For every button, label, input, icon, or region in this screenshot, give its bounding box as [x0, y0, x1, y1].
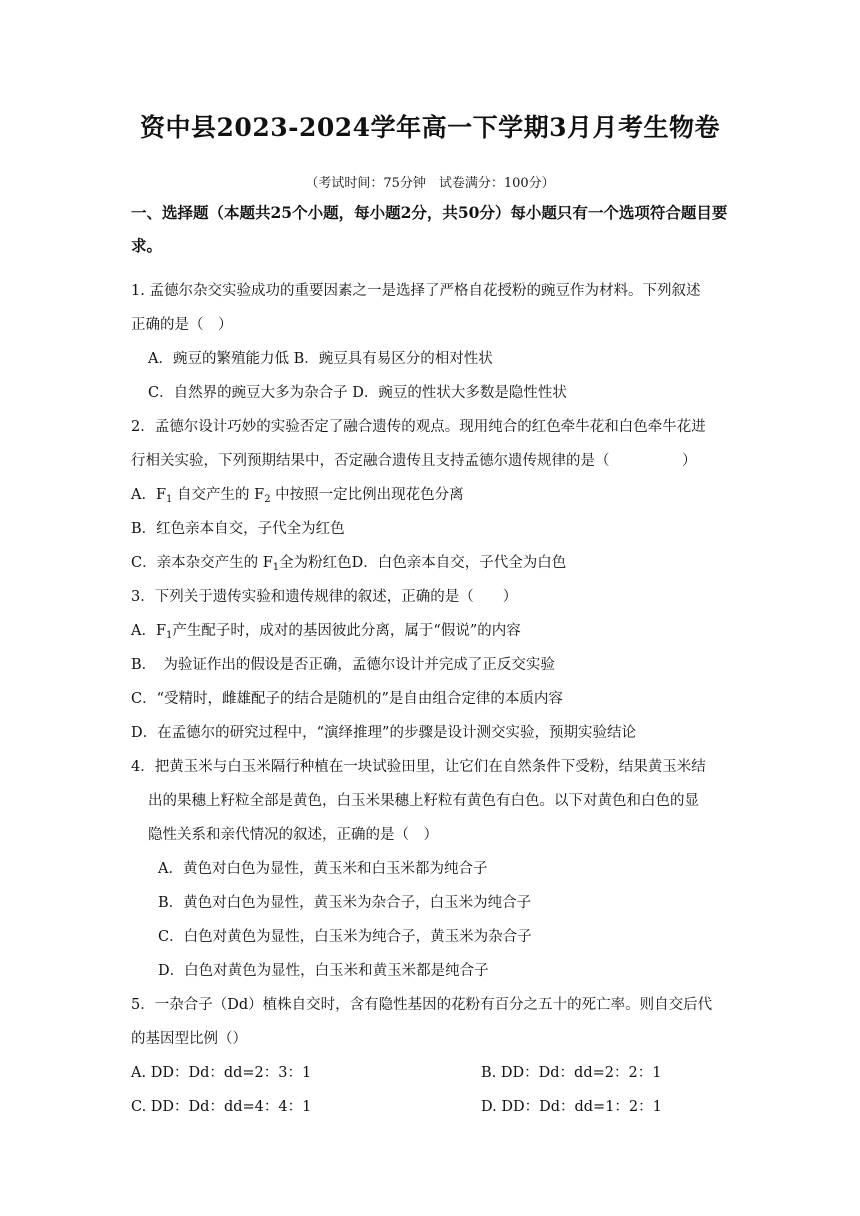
q2-cd-sub: 1	[272, 562, 280, 573]
q2-a-sub2: 2	[264, 494, 271, 505]
q1-options-ab: A．豌豆的繁殖能力低 B．豌豆具有易区分的相对性状	[148, 351, 493, 367]
q4-option-c: C．白色对黄色为显性，白玉米为纯合子，黄玉米为杂合子	[158, 929, 532, 945]
q4-option-b: B．黄色对白色为显性，黄玉米为杂合子，白玉米为纯合子	[158, 895, 532, 911]
q2-a-sub1: 1	[166, 494, 173, 505]
q2-stem-line1: 2．孟德尔设计巧妙的实验否定了融合遗传的观点。现用纯合的红色牵牛花和白色牵牛花进	[131, 419, 706, 435]
q3-option-a	[131, 619, 521, 641]
q3-option-b: B． 为验证作出的假设是否正确，孟德尔设计并完成了正反交实验	[131, 657, 555, 673]
q5-option-b: B. DD：Dd：dd=2：2：1	[481, 1065, 662, 1081]
q2-cd-text2: 全为粉红色D．白色亲本自交，子代全为白色	[279, 555, 567, 571]
q3-a-sub: 1	[166, 630, 173, 641]
q3-option-d: D．在孟德尔的研究过程中，“演绎推理”的步骤是设计测交实验，预期实验结论	[131, 725, 636, 741]
q1-options-cd: C．自然界的豌豆大多为杂合子 D．豌豆的性状大多数是隐性性状	[148, 385, 567, 401]
q2-a-text3: 中按照一定比例出现花色分离	[270, 487, 464, 503]
section-heading: 一、选择题（本题共25个小题，每小题2分，共50分）每小题只有一个选项符合题目要求。	[131, 203, 728, 255]
q5-stem-line1: 5．一杂合子（Dd）植株自交时，含有隐性基因的花粉有百分之五十的死亡率。则自交后代	[131, 997, 713, 1013]
q2-a-text1: A．F	[131, 487, 167, 503]
q2-option-b: B．红色亲本自交，子代全为红色	[131, 521, 345, 537]
q2-options-cd	[131, 551, 566, 573]
q4-stem-line3: 隐性关系和亲代情况的叙述，正确的是（ ）	[148, 827, 438, 843]
q3-a-text2: 产生配子时，成对的基因彼此分离，属于“假说”的内容	[172, 623, 521, 639]
q5-option-c: C. DD：Dd：dd=4：4：1	[131, 1099, 312, 1115]
q5-option-a: A. DD：Dd：dd=2：3：1	[131, 1065, 312, 1081]
q3-stem: 3．下列关于遗传实验和遗传规律的叙述，正确的是（ ）	[131, 589, 518, 605]
q2-a-text2: 自交产生的 F	[172, 487, 265, 503]
q3-option-c: C．“受精时，雌雄配子的结合是随机的”是自由组合定律的本质内容	[131, 691, 563, 707]
q4-option-a: A．黄色对白色为显性，黄玉米和白玉米都为纯合子	[158, 861, 488, 877]
page-title: 资中县2023-2024学年高一下学期3月月考生物卷	[140, 113, 720, 142]
q5-option-d: D. DD：Dd：dd=1：2：1	[481, 1099, 662, 1115]
q5-stem-line2: 的基因型比例（）	[131, 1031, 247, 1047]
q4-option-d: D．白色对黄色为显性，白玉米和黄玉米都是纯合子	[158, 963, 489, 979]
q3-a-text1: A．F	[131, 623, 167, 639]
q1-stem-line2: 正确的是（ ）	[131, 317, 233, 333]
exam-info: （考试时间：75分钟 试卷满分：100分）	[305, 176, 555, 191]
q1-stem-line1: 1. 孟德尔杂交实验成功的重要因素之一是选择了严格自花授粉的豌豆作为材料。下列叙述	[131, 283, 701, 299]
q2-cd-text1: C．亲本杂交产生的 F	[131, 555, 273, 571]
q4-stem-line2: 出的果穗上籽粒全部是黄色，白玉米果穗上籽粒有黄色有白色。以下对黄色和白色的显	[148, 793, 699, 809]
q4-stem-line1: 4．把黄玉米与白玉米隔行种植在一块试验田里，让它们在自然条件下受粉，结果黄玉米结	[131, 759, 706, 775]
q2-option-a	[131, 483, 464, 505]
q2-stem-line2: 行相关实验，下列预期结果中，否定融合遗传且支持孟德尔遗传规律的是（ ）	[131, 453, 697, 469]
